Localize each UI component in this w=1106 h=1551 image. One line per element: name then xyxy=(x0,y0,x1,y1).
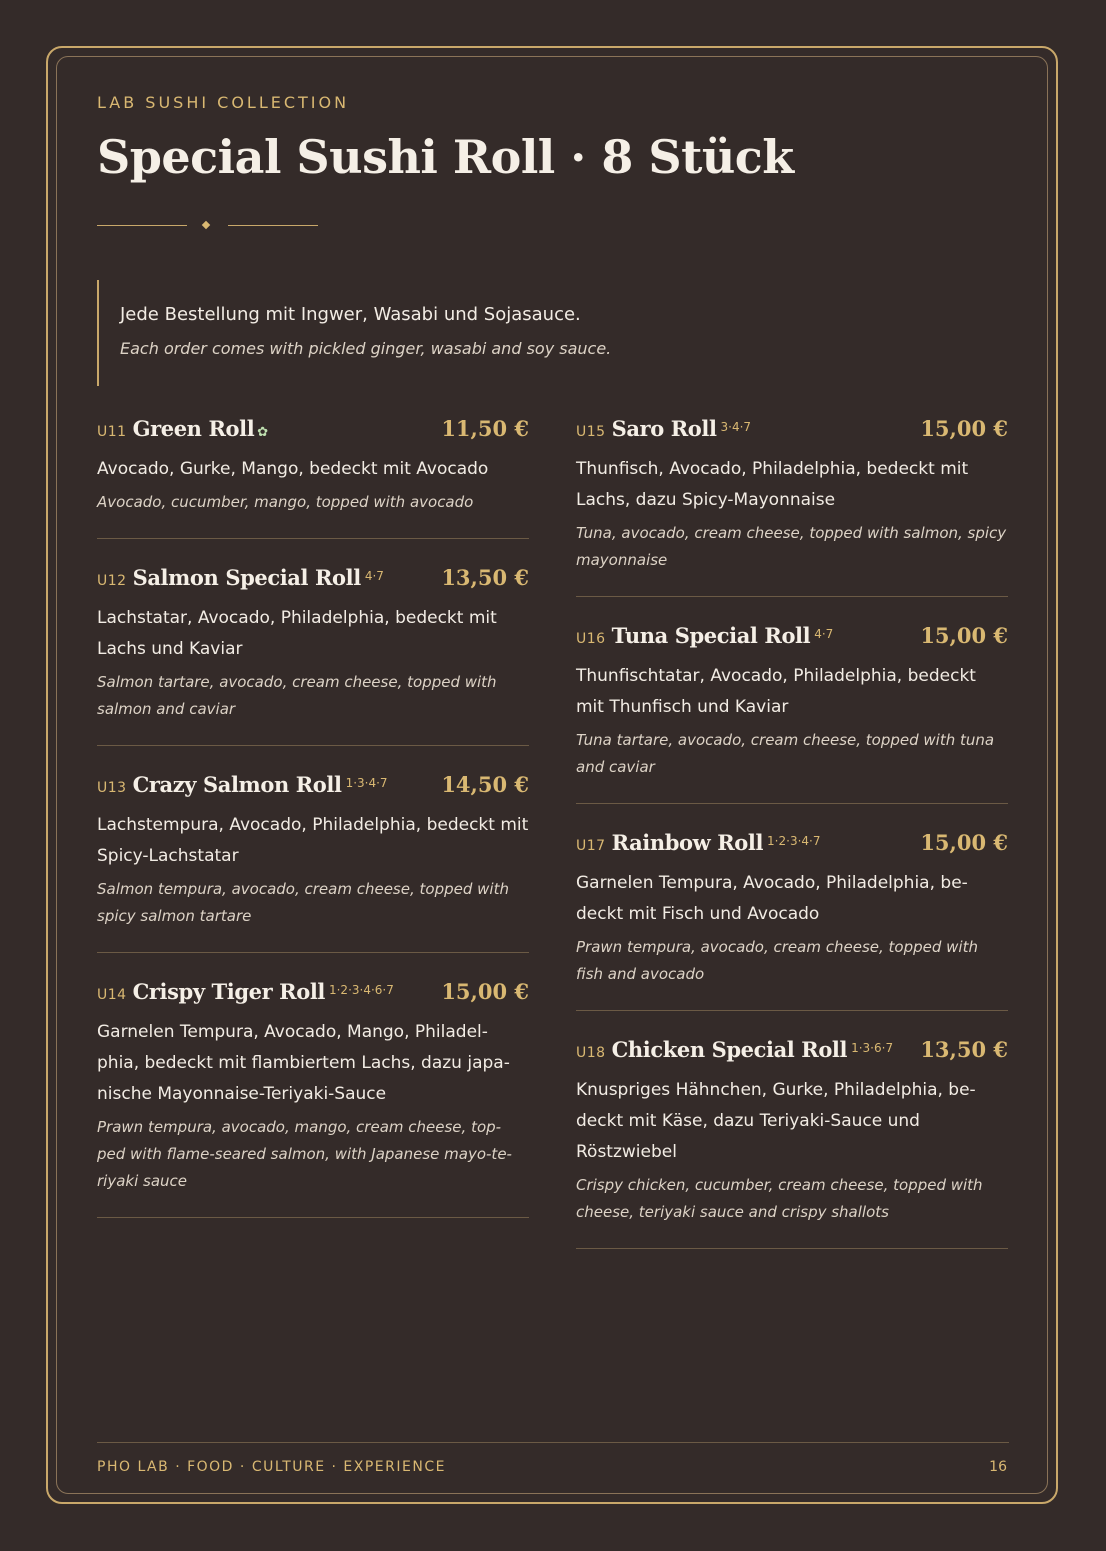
item-price: 15,00 € xyxy=(441,979,529,1004)
item-description-de: Lachstatar, Avocado, Philadelphia, bedeckt mit Lachs und Kaviar xyxy=(97,608,497,659)
divider-line-right xyxy=(228,225,318,226)
menu-column-left xyxy=(97,416,529,1244)
item-name: Crispy Tiger Roll xyxy=(132,979,325,1004)
menu-item-header xyxy=(576,830,1008,864)
item-price: 13,50 € xyxy=(441,565,529,590)
page-title: Special Sushi Roll · 8 Stück xyxy=(97,130,794,184)
item-code: U17 xyxy=(576,838,606,854)
menu-item-header xyxy=(576,416,1008,450)
item-allergens: 1·2·3·4·6·7 xyxy=(328,983,394,997)
menu-item xyxy=(97,979,529,1218)
item-description-de: Lachstempura, Avocado, Philadelphia, bedeckt mit Spicy-Lachstatar xyxy=(97,815,529,866)
item-price: 15,00 € xyxy=(920,830,1008,855)
menu-item-header xyxy=(97,979,529,1013)
menu-item-header xyxy=(576,1037,1008,1071)
item-allergens: 1·2·3·4·7 xyxy=(767,834,821,848)
vegetarian-flower-icon: ✿ xyxy=(257,425,269,440)
menu-item-header xyxy=(97,416,529,450)
item-allergens: 1·3·4·7 xyxy=(345,776,388,790)
item-description-de: Knuspriges Hähnchen, Gurke, Philadelphia, be-deckt mit Käse, dazu Teriyaki-Sauce und Röstzwiebel xyxy=(576,1080,976,1162)
item-allergens: 4·7 xyxy=(364,569,384,583)
item-description-en: Tuna, avocado, cream cheese, topped with salmon, spicy mayonnaise xyxy=(576,524,1007,569)
item-name: Crazy Salmon Roll xyxy=(132,772,342,797)
menu-item-header xyxy=(576,623,1008,657)
title-divider xyxy=(97,218,317,232)
item-description-en: Tuna tartare, avocado, cream cheese, topped with tuna and caviar xyxy=(576,731,995,776)
menu-item xyxy=(576,416,1008,597)
item-name: Chicken Special Roll xyxy=(611,1037,848,1062)
item-description-de: Garnelen Tempura, Avocado, Philadelphia, be-deckt mit Fisch und Avocado xyxy=(576,873,968,924)
item-allergens: 3·4·7 xyxy=(720,420,752,434)
item-name: Tuna Special Roll xyxy=(611,623,811,648)
menu-item xyxy=(97,416,529,539)
item-description-en: Salmon tempura, avocado, cream cheese, topped with spicy salmon tartare xyxy=(97,880,509,925)
menu-item xyxy=(576,1037,1008,1249)
item-description-de: Thunfisch, Avocado, Philadelphia, bedeckt mit Lachs, dazu Spicy-Mayonnaise xyxy=(576,459,969,510)
item-description-en: Prawn tempura, avocado, cream cheese, topped with fish and avocado xyxy=(576,938,978,983)
item-price: 15,00 € xyxy=(920,416,1008,441)
footer-divider xyxy=(97,1442,1009,1443)
item-price: 15,00 € xyxy=(920,623,1008,648)
item-allergens: 1·3·6·7 xyxy=(851,1041,894,1055)
item-name: Green Roll xyxy=(132,416,255,441)
item-code: U11 xyxy=(97,424,127,440)
menu-column-right xyxy=(576,416,1008,1275)
item-price: 14,50 € xyxy=(441,772,529,797)
item-description-de: Garnelen Tempura, Avocado, Mango, Philadel-phia, bedeckt mit flambiertem Lachs, dazu japa-nische Mayonnaise-Teriyaki-Sauce xyxy=(97,1022,510,1104)
item-description-en: Salmon tartare, avocado, cream cheese, topped with salmon and caviar xyxy=(97,673,497,718)
item-code: U16 xyxy=(576,631,606,647)
menu-item xyxy=(576,830,1008,1011)
diamond-icon xyxy=(202,221,210,229)
service-note-de: Jede Bestellung mit Ingwer, Wasabi und Sojasauce. xyxy=(120,304,581,325)
item-description-de: Avocado, Gurke, Mango, bedeckt mit Avocado xyxy=(97,459,489,479)
item-code: U18 xyxy=(576,1045,606,1061)
menu-item xyxy=(576,623,1008,804)
item-price: 11,50 € xyxy=(441,416,529,441)
item-description-en: Prawn tempura, avocado, mango, cream cheese, top-ped with flame-seared salmon, with Japanese mayo-te-riyaki sauce xyxy=(97,1118,512,1190)
service-note-en: Each order comes with pickled ginger, wasabi and soy sauce. xyxy=(120,339,612,358)
menu-item xyxy=(97,565,529,746)
item-code: U15 xyxy=(576,424,606,440)
service-note xyxy=(97,280,797,386)
item-description-de: Thunfischtatar, Avocado, Philadelphia, bedeckt mit Thunfisch und Kaviar xyxy=(576,666,976,717)
item-code: U14 xyxy=(97,987,127,1003)
item-name: Rainbow Roll xyxy=(611,830,764,855)
item-allergens: 4·7 xyxy=(814,627,834,641)
divider-line-left xyxy=(97,225,187,226)
menu-item-header xyxy=(97,565,529,599)
menu-item xyxy=(97,772,529,953)
item-description-en: Avocado, cucumber, mango, topped with avocado xyxy=(97,493,474,511)
footer-tagline: PHO LAB · FOOD · CULTURE · EXPERIENCE xyxy=(97,1459,446,1475)
menu-item-header xyxy=(97,772,529,806)
item-name: Salmon Special Roll xyxy=(132,565,361,590)
item-code: U12 xyxy=(97,573,127,589)
item-price: 13,50 € xyxy=(920,1037,1008,1062)
item-description-en: Crispy chicken, cucumber, cream cheese, topped with cheese, teriyaki sauce and crispy shallots xyxy=(576,1176,983,1221)
item-name: Saro Roll xyxy=(611,416,717,441)
section-eyebrow: LAB SUSHI COLLECTION xyxy=(97,93,350,112)
page-number: 16 xyxy=(989,1459,1007,1475)
item-code: U13 xyxy=(97,780,127,796)
